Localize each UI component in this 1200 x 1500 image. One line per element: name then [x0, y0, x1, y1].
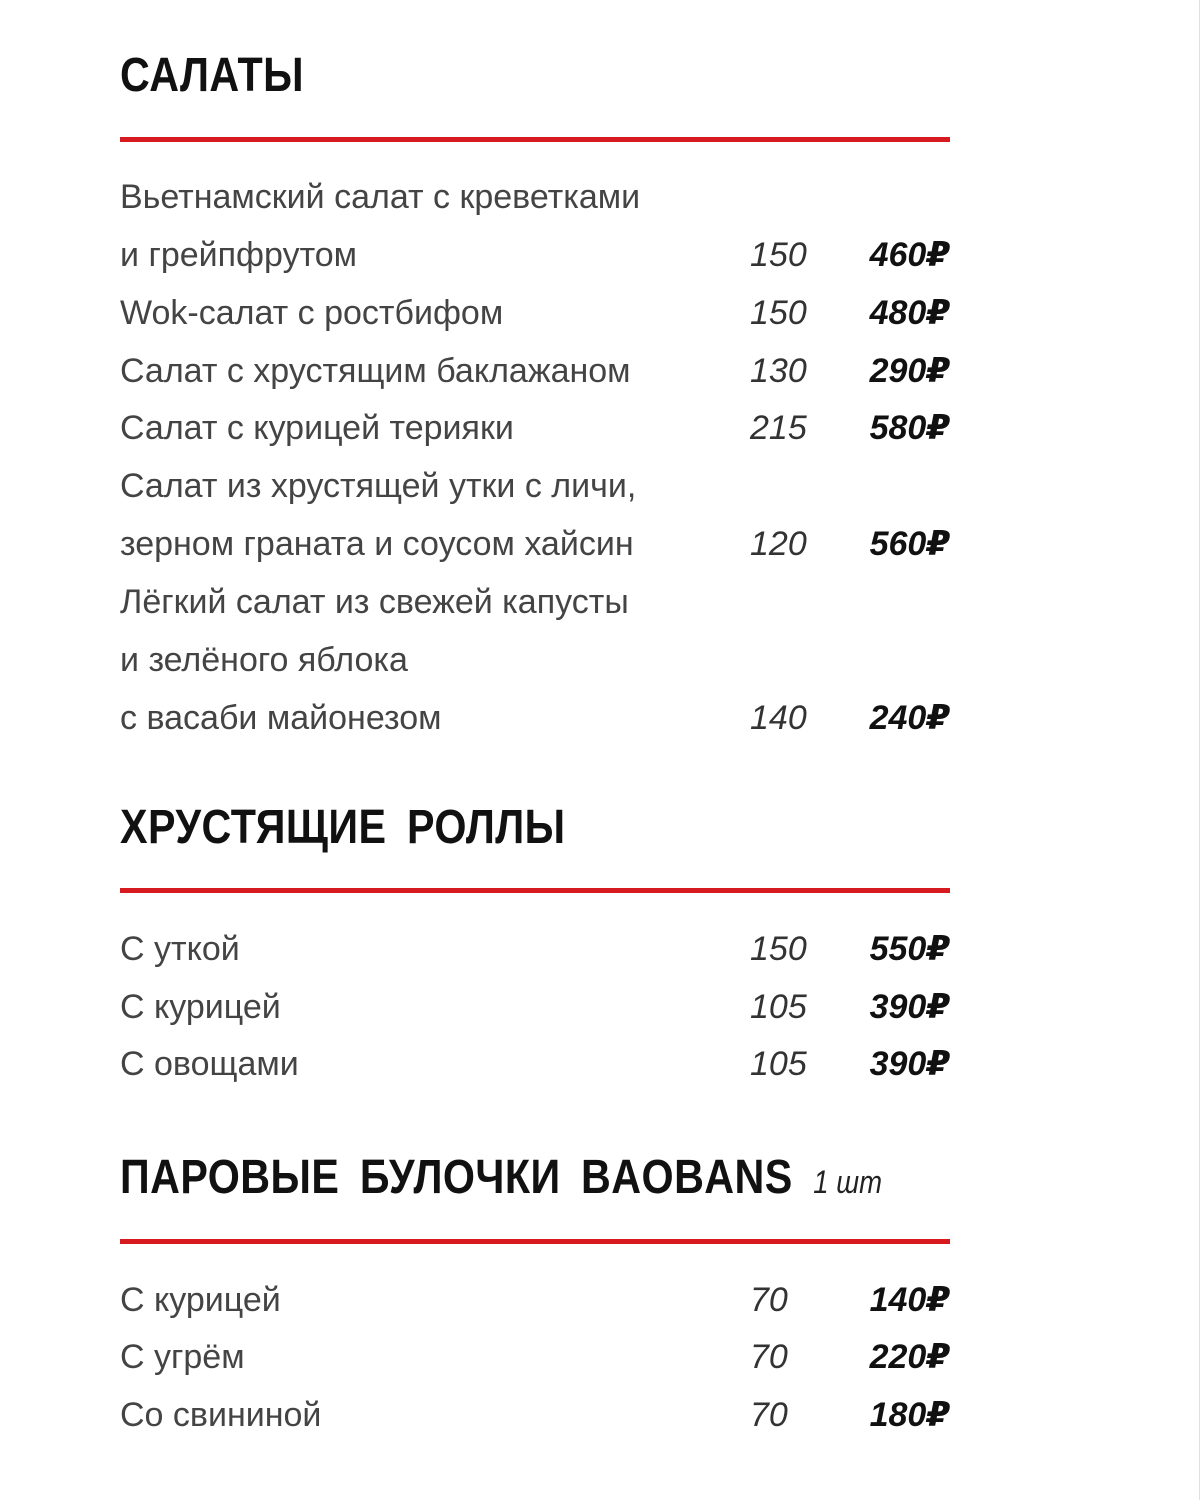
item-name-line: С овощами: [120, 1045, 299, 1083]
item-name-line: С курицей: [120, 1281, 281, 1319]
item-price: 390₽: [869, 988, 950, 1026]
item-name-line: С курицей: [120, 988, 281, 1026]
menu-item: [120, 1328, 950, 1386]
item-name-line: Вьетнамский салат с креветками: [120, 178, 641, 216]
item-weight: 105: [750, 1045, 807, 1083]
item-name-line: Wok-салат с ростбифом: [120, 294, 504, 332]
item-price: 480₽: [869, 294, 950, 332]
item-weight: 150: [750, 294, 807, 332]
menu-item: [120, 399, 950, 457]
item-weight: 130: [750, 352, 807, 390]
menu-item: [120, 573, 950, 747]
red-divider: [120, 137, 950, 142]
section-title: ХРУСТЯЩИЕ РОЛЛЫ: [120, 801, 566, 854]
item-price: 220₽: [869, 1338, 950, 1376]
item-price: 560₽: [869, 525, 950, 563]
item-price: 240₽: [869, 699, 950, 737]
menu-item: [120, 457, 950, 573]
item-name-line: Салат с хрустящим баклажаном: [120, 352, 631, 390]
item-name-line: Салат из хрустящей утки с личи,: [120, 467, 637, 505]
item-price: 390₽: [869, 1045, 950, 1083]
item-name-line: Со свининой: [120, 1396, 322, 1434]
item-name-line: Салат с курицей терияки: [120, 409, 514, 447]
item-price: 180₽: [869, 1396, 950, 1434]
menu-item: [120, 342, 950, 400]
item-weight: 140: [750, 699, 807, 737]
item-weight: 70: [750, 1396, 788, 1434]
item-price: 460₽: [869, 236, 950, 274]
item-name-line: с васаби майонезом: [120, 699, 442, 737]
item-weight: 150: [750, 930, 807, 968]
menu-item: [120, 978, 950, 1036]
menu-item: [120, 920, 950, 978]
item-weight: 120: [750, 525, 807, 563]
item-price: 140₽: [869, 1281, 950, 1319]
section-title: САЛАТЫ: [120, 49, 305, 102]
menu-item: [120, 1271, 950, 1329]
item-name-line: С угрём: [120, 1338, 245, 1376]
menu-item: [120, 284, 950, 342]
item-weight: 105: [750, 988, 807, 1026]
item-weight: 215: [750, 409, 807, 447]
red-divider: [120, 1239, 950, 1244]
portion-note: 1 шт: [813, 1164, 882, 1200]
item-weight: 150: [750, 236, 807, 274]
section-title-text: ПАРОВЫЕ БУЛОЧКИ BAOBANS: [120, 1151, 793, 1204]
menu-item: [120, 168, 950, 284]
item-name-line: зерном граната и соусом хайсин: [120, 525, 634, 563]
item-weight: 70: [750, 1338, 788, 1376]
item-name-line: С уткой: [120, 930, 240, 968]
item-name-line: и зелёного яблока: [120, 641, 408, 679]
item-price: 550₽: [869, 930, 950, 968]
item-price: 290₽: [869, 352, 950, 390]
section-title: [120, 1150, 882, 1205]
menu-item: [120, 1035, 950, 1093]
item-weight: 70: [750, 1281, 788, 1319]
item-name-line: и грейпфрутом: [120, 236, 358, 274]
item-price: 580₽: [869, 409, 950, 447]
menu-item: [120, 1386, 950, 1444]
red-divider: [120, 888, 950, 893]
item-name-line: Лёгкий салат из свежей капусты: [120, 583, 629, 621]
